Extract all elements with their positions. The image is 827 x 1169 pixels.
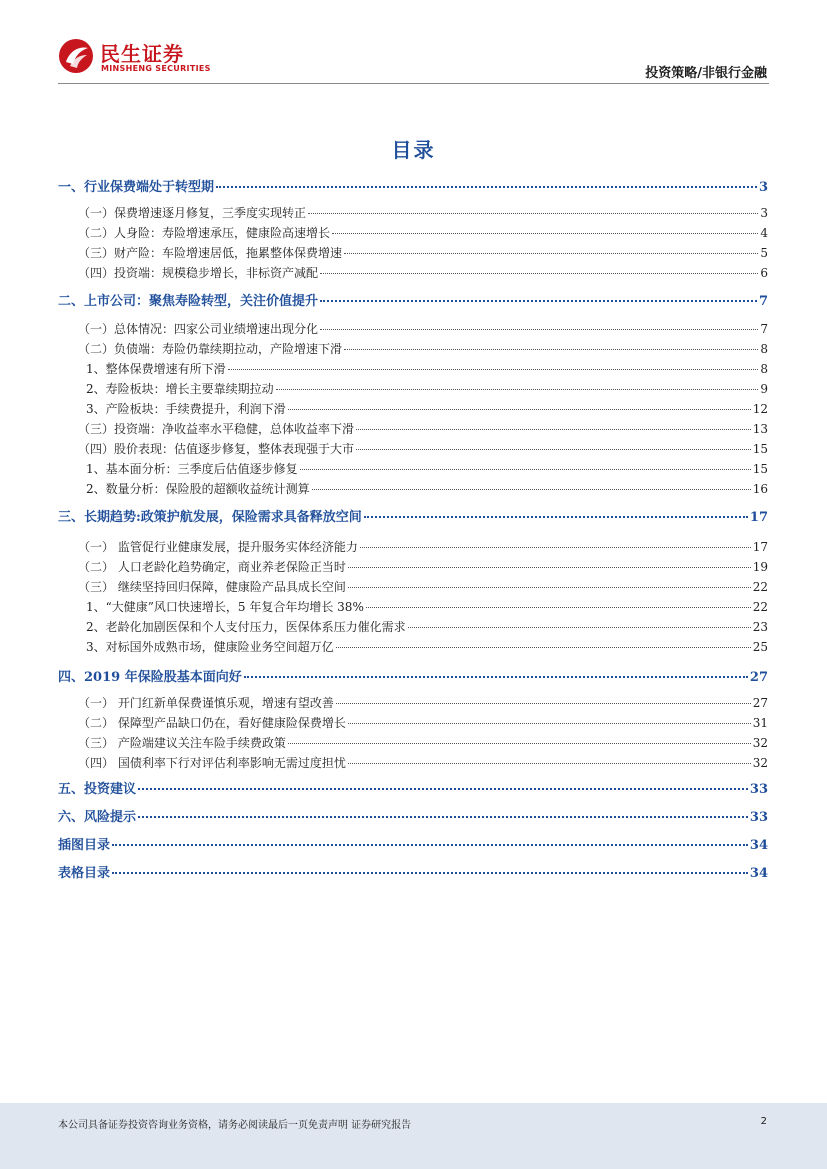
- toc-subsection-entry[interactable]: [58, 264, 768, 281]
- toc-dot-leader: [300, 469, 751, 470]
- toc-subsection-entry[interactable]: [58, 480, 768, 497]
- toc-entry-page: 16: [752, 482, 768, 496]
- toc-dot-leader: [308, 213, 758, 214]
- toc-entry-label: 3、产险板块：手续费提升，利润下滑: [86, 402, 286, 416]
- toc-section-entry[interactable]: [58, 176, 768, 195]
- toc-subsection-entry[interactable]: [58, 320, 768, 337]
- toc-entry-label: 二、上市公司：聚焦寿险转型，关注价值提升: [58, 294, 319, 309]
- toc-entry-page: 3: [758, 180, 768, 195]
- toc-section-entry[interactable]: [58, 862, 768, 881]
- toc-entry-page: 33: [749, 782, 768, 797]
- toc-dot-leader: [216, 186, 757, 188]
- toc-section-entry[interactable]: [58, 506, 768, 525]
- toc-subsection-entry[interactable]: [58, 754, 768, 771]
- toc-entry-label: 三、长期趋势:政策护航发展，保险需求具备释放空间: [58, 510, 362, 525]
- minsheng-logo-icon: [58, 38, 94, 74]
- header-divider: [58, 83, 769, 84]
- toc-subsection-entry[interactable]: [58, 578, 768, 595]
- toc-dot-leader: [320, 329, 758, 330]
- toc-dot-leader: [320, 273, 758, 274]
- toc-entry-page: 32: [752, 756, 768, 770]
- toc-entry-label: 1、基本面分析：三季度后估值逐步修复: [86, 462, 298, 476]
- toc-dot-leader: [276, 389, 759, 390]
- toc-dot-leader: [336, 647, 751, 648]
- toc-dot-leader: [138, 788, 748, 790]
- toc-subsection-entry[interactable]: [58, 360, 768, 377]
- toc-subsection-entry[interactable]: [58, 340, 768, 357]
- toc-entry-page: 5: [760, 246, 768, 260]
- toc-subsection-entry[interactable]: [58, 714, 768, 731]
- toc-entry-label: 表格目录: [58, 866, 111, 881]
- toc-subsection-entry[interactable]: [58, 204, 768, 221]
- page-header: [0, 0, 827, 90]
- toc-dot-leader: [348, 587, 751, 588]
- logo-english-name: MINSHENG SECURITIES: [101, 64, 211, 73]
- toc-dot-leader: [348, 723, 751, 724]
- toc-dot-leader: [356, 429, 751, 430]
- toc-entry-page: 15: [752, 462, 768, 476]
- toc-dot-leader: [344, 253, 758, 254]
- toc-section-entry[interactable]: [58, 778, 768, 797]
- toc-entry-label: （二）负债端：寿险仍靠续期拉动，产险增速下滑: [78, 342, 343, 356]
- toc-dot-leader: [348, 567, 751, 568]
- toc-entry-page: 8: [760, 362, 768, 376]
- toc-subsection-entry[interactable]: [58, 734, 768, 751]
- toc-entry-label: 1、“大健康”风口快速增长，5 年复合年均增长 38%: [86, 600, 364, 614]
- toc-subsection-entry[interactable]: [58, 244, 768, 261]
- toc-dot-leader: [408, 627, 751, 628]
- toc-entry-label: （四）投资端：规模稳步增长，非标资产减配: [78, 266, 319, 280]
- toc-subsection-entry[interactable]: [58, 638, 768, 655]
- toc-entry-page: 8: [760, 342, 768, 356]
- toc-entry-page: 22: [752, 600, 768, 614]
- toc-entry-page: 6: [760, 266, 768, 280]
- toc-dot-leader: [112, 844, 748, 846]
- toc-entry-page: 34: [749, 838, 768, 853]
- toc-entry-label: （二） 人口老龄化趋势确定，商业养老保险正当时: [78, 560, 346, 574]
- toc-entry-label: （一）保费增速逐月修复，三季度实现转正: [78, 206, 307, 220]
- toc-dot-leader: [288, 743, 751, 744]
- toc-dot-leader: [312, 489, 751, 490]
- toc-subsection-entry[interactable]: [58, 460, 768, 477]
- toc-entry-page: 27: [749, 670, 768, 685]
- toc-entry-label: （三）财产险：车险增速居低，拖累整体保费增速: [78, 246, 343, 260]
- toc-dot-leader: [348, 763, 751, 764]
- toc-entry-page: 22: [752, 580, 768, 594]
- toc-section-entry[interactable]: [58, 834, 768, 853]
- toc-entry-page: 25: [752, 640, 768, 654]
- toc-entry-label: 1、整体保费增速有所下滑: [86, 362, 226, 376]
- toc-entry-label: （三） 产险端建议关注车险手续费政策: [78, 736, 286, 750]
- toc-subsection-entry[interactable]: [58, 440, 768, 457]
- toc-subsection-entry[interactable]: [58, 400, 768, 417]
- toc-entry-label: （四） 国债利率下行对评估利率影响无需过度担忧: [78, 756, 346, 770]
- toc-entry-page: 7: [758, 294, 768, 309]
- toc-section-entry[interactable]: [58, 666, 768, 685]
- toc-subsection-entry[interactable]: [58, 224, 768, 241]
- toc-dot-leader: [112, 872, 748, 874]
- toc-entry-label: （一） 监管促行业健康发展，提升服务实体经济能力: [78, 540, 358, 554]
- toc-entry-label: 四、2019 年保险股基本面向好: [58, 670, 242, 685]
- toc-entry-page: 34: [749, 866, 768, 881]
- minsheng-logo: [58, 36, 228, 80]
- toc-entry-page: 17: [749, 510, 768, 525]
- toc-entry-page: 3: [760, 206, 768, 220]
- toc-title: 目录: [391, 138, 436, 162]
- toc-subsection-entry[interactable]: [58, 538, 768, 555]
- toc-dot-leader: [228, 369, 759, 370]
- toc-entry-label: （一）总体情况：四家公司业绩增速出现分化: [78, 322, 319, 336]
- toc-entry-label: 2、寿险板块：增长主要靠续期拉动: [86, 382, 274, 396]
- toc-entry-page: 15: [752, 442, 768, 456]
- toc-entry-page: 4: [760, 226, 768, 240]
- toc-section-entry[interactable]: [58, 290, 768, 309]
- toc-entry-label: 五、投资建议: [58, 782, 137, 797]
- toc-dot-leader: [366, 607, 751, 608]
- toc-entry-page: 32: [752, 736, 768, 750]
- toc-entry-label: （二） 保障型产品缺口仍在，看好健康险保费增长: [78, 716, 346, 730]
- toc-entry-label: 2、数量分析：保险股的超额收益统计测算: [86, 482, 310, 496]
- toc-entry-label: （一） 开门红新单保费谨慎乐观，增速有望改善: [78, 696, 334, 710]
- toc-entry-page: 9: [760, 382, 768, 396]
- page-number: 2: [760, 1116, 767, 1127]
- footer-disclaimer: 本公司具备证券投资咨询业务资格，请务必阅读最后一页免责声明 证券研究报告: [58, 1120, 412, 1131]
- toc-dot-leader: [138, 816, 748, 818]
- toc-dot-leader: [364, 516, 748, 518]
- toc-entry-label: （三）投资端：净收益率水平稳健，总体收益率下滑: [78, 422, 355, 436]
- logo-chinese-name: 民生证券: [100, 42, 184, 66]
- toc-entry-label: （二）人身险：寿险增速承压，健康险高速增长: [78, 226, 331, 240]
- toc-entry-label: （三） 继续坚持回归保障，健康险产品具成长空间: [78, 580, 346, 594]
- toc-entry-page: 17: [752, 540, 768, 554]
- toc-entry-label: 2、老龄化加剧医保和个人支付压力，医保体系压力催化需求: [86, 620, 406, 634]
- toc-subsection-entry[interactable]: [58, 598, 768, 615]
- toc-entry-label: （四）股价表现：估值逐步修复，整体表现强于大市: [78, 442, 355, 456]
- report-category: 投资策略/非银行金融: [645, 66, 767, 81]
- toc-dot-leader: [360, 547, 751, 548]
- toc-subsection-entry[interactable]: [58, 420, 768, 437]
- toc-entry-label: 插图目录: [58, 838, 111, 853]
- page-footer: [0, 1103, 827, 1169]
- toc-dot-leader: [320, 300, 757, 302]
- toc-entry-page: 33: [749, 810, 768, 825]
- toc-dot-leader: [244, 676, 748, 678]
- toc-subsection-entry[interactable]: [58, 694, 768, 711]
- toc-entry-label: 3、对标国外成熟市场，健康险业务空间超万亿: [86, 640, 334, 654]
- toc-dot-leader: [344, 349, 758, 350]
- toc-dot-leader: [336, 703, 751, 704]
- toc-entry-page: 31: [752, 716, 768, 730]
- toc-subsection-entry[interactable]: [58, 618, 768, 635]
- toc-entry-label: 六、风险提示: [58, 810, 137, 825]
- toc-subsection-entry[interactable]: [58, 558, 768, 575]
- toc-dot-leader: [356, 449, 751, 450]
- toc-entry-page: 27: [752, 696, 768, 710]
- toc-entry-page: 23: [752, 620, 768, 634]
- toc-subsection-entry[interactable]: [58, 380, 768, 397]
- toc-dot-leader: [288, 409, 751, 410]
- toc-entry-page: 13: [752, 422, 768, 436]
- toc-dot-leader: [332, 233, 758, 234]
- toc-entry-label: 一、行业保费端处于转型期: [58, 180, 215, 195]
- toc-section-entry[interactable]: [58, 806, 768, 825]
- toc-entry-page: 19: [752, 560, 768, 574]
- toc-entry-page: 12: [752, 402, 768, 416]
- toc-entry-page: 7: [760, 322, 768, 336]
